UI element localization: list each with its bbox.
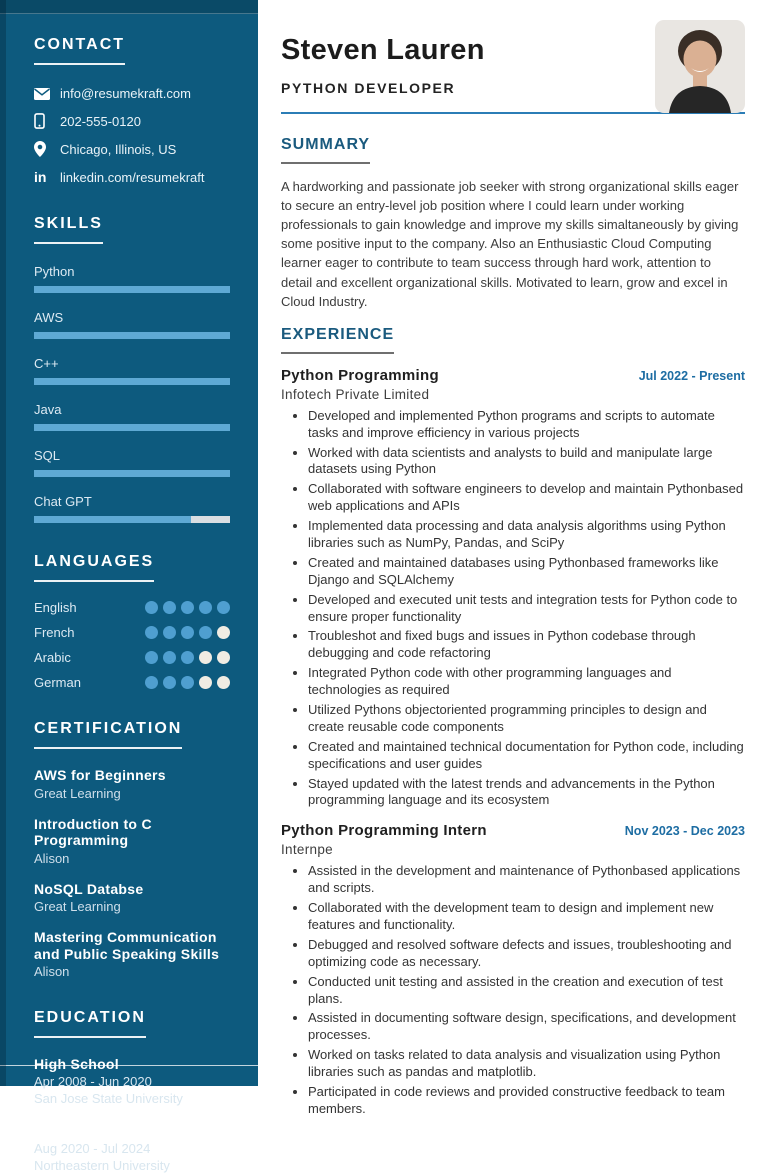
language-name: English <box>34 600 77 615</box>
level-dot <box>217 651 230 664</box>
contact-text: linkedin.com/resumekraft <box>60 169 205 185</box>
skill-name: Python <box>34 264 75 279</box>
skill-bar-fill <box>34 332 230 339</box>
job-bullet: • Utilized Pythons objectoriented programming principles to design and create reusable code components <box>308 702 745 736</box>
languages-heading: LANGUAGES <box>34 553 154 582</box>
job-bullet: • Worked on tasks related to data analysis and visualization using Python libraries such as pandas and matplotlib. <box>308 1047 745 1081</box>
languages-section <box>34 553 230 690</box>
language-row <box>34 650 230 665</box>
envelope-icon <box>34 88 51 100</box>
job-company: Internpe <box>281 842 333 858</box>
level-dot <box>181 651 194 664</box>
experience-heading: EXPERIENCE <box>281 326 394 354</box>
language-name: Arabic <box>34 650 71 665</box>
job-entry <box>281 367 745 810</box>
level-dot <box>181 676 194 689</box>
level-dot <box>163 651 176 664</box>
language-level-dots <box>145 651 230 664</box>
skill-name: C++ <box>34 356 59 371</box>
education-degree: High School <box>34 1056 119 1073</box>
certification-name: Introduction to C Programming <box>34 815 152 849</box>
job-bullet: • Troubleshot and fixed bugs and issues in Python codebase through debugging and code refactoring <box>308 628 745 662</box>
job-bullet: • Implemented data processing and data analysis algorithms using Python libraries such as NumPy, Pandas, and SciPy <box>308 518 745 552</box>
certification-org: Great Learning <box>34 899 121 915</box>
skill-bar <box>34 286 230 293</box>
job-bullet: • Integrated Python code with other programming languages and technologies as required <box>308 665 745 699</box>
certification-heading: CERTIFICATION <box>34 720 182 749</box>
job-bullet: • Developed and executed unit tests and integration tests for Python code to ensure proper functionality <box>308 592 745 626</box>
job-title: Python Programming <box>281 366 439 384</box>
language-level-dots <box>145 676 230 689</box>
level-dot <box>145 601 158 614</box>
job-title: Python Programming Intern <box>281 822 487 840</box>
certification-list <box>34 767 230 979</box>
language-row <box>34 675 230 690</box>
contact-text: Chicago, Illinois, US <box>60 141 177 157</box>
certification-org: Alison <box>34 964 70 980</box>
skill-name: Chat GPT <box>34 494 92 509</box>
job-bullet: • Created and maintained technical documentation for Python code, including specifications and user guides <box>308 739 745 773</box>
level-dot <box>163 601 176 614</box>
skill-name: AWS <box>34 310 64 325</box>
education-dates: Apr 2008 - Jun 2020 <box>34 1074 152 1090</box>
level-dot <box>145 651 158 664</box>
skill-bar-fill <box>34 470 230 477</box>
linkedin-icon: in <box>34 169 47 185</box>
summary-section <box>281 136 745 311</box>
person-role: PYTHON DEVELOPER <box>281 80 456 96</box>
languages-list <box>34 600 230 690</box>
certification-org: Alison <box>34 850 70 866</box>
skill-bar <box>34 424 230 431</box>
certification-org: Great Learning <box>34 785 121 801</box>
level-dot <box>199 676 212 689</box>
level-dot <box>217 676 230 689</box>
job-dates: Nov 2023 - Dec 2023 <box>624 824 745 839</box>
skill-name: Java <box>34 402 62 417</box>
certification-item <box>34 767 230 801</box>
skill-item <box>34 356 230 385</box>
job-bullet: • Assisted in documenting software design, specifications, and development processes. <box>308 1010 745 1044</box>
portrait-photo <box>655 20 745 113</box>
job-bullet: • Created and maintained databases using Pythonbased frameworks like Django and SQLAlchemy <box>308 555 745 589</box>
education-list <box>34 1056 230 1173</box>
contact-heading: CONTACT <box>34 36 125 65</box>
sidebar <box>0 0 258 1173</box>
contact-text: info@resumekraft.com <box>60 86 191 101</box>
education-item <box>34 1056 230 1106</box>
level-dot <box>145 676 158 689</box>
job-bullet: • Assisted in the development and maintenance of Pythonbased applications and scripts. <box>308 863 745 897</box>
certification-name: AWS for Beginners <box>34 767 166 783</box>
job-bullet: • Debugged and resolved software defects and issues, troubleshooting and optimizing code as necessary. <box>308 937 745 971</box>
level-dot <box>181 601 194 614</box>
contact-section <box>34 36 230 185</box>
job-bullet: • Stayed updated with the latest trends and advancements in the Python programming language and its ecosystem <box>308 776 745 810</box>
skill-bar-fill <box>34 424 230 431</box>
contact-item <box>34 86 230 101</box>
resume-header <box>281 34 745 114</box>
skill-item <box>34 310 230 339</box>
contact-item <box>34 113 230 129</box>
job-entry <box>281 822 745 1117</box>
education-section <box>34 1009 230 1173</box>
language-name: German <box>34 675 81 690</box>
skill-item <box>34 448 230 477</box>
education-degree: Bachelor of Technology <box>34 1123 200 1140</box>
job-bullet-list <box>281 408 745 810</box>
certification-item <box>34 929 230 979</box>
contact-item <box>34 141 230 157</box>
language-level-dots <box>145 601 230 614</box>
skill-bar-fill <box>34 378 230 385</box>
skill-bar-fill <box>34 286 230 293</box>
skill-bar <box>34 516 230 523</box>
education-dates: Aug 2020 - Jul 2024 <box>34 1141 151 1157</box>
job-bullet: • Worked with data scientists and analysts to build and manipulate large datasets using Python <box>308 445 745 479</box>
job-bullet: • Collaborated with the development team to design and implement new features and functionality. <box>308 900 745 934</box>
certification-section <box>34 720 230 979</box>
level-dot <box>217 626 230 639</box>
contact-list <box>34 86 230 185</box>
skill-item <box>34 264 230 293</box>
main-column <box>258 0 768 1116</box>
skill-name: SQL <box>34 448 61 463</box>
summary-heading: SUMMARY <box>281 136 370 164</box>
job-header <box>281 822 745 839</box>
level-dot <box>199 601 212 614</box>
skills-heading: SKILLS <box>34 215 103 244</box>
skills-section <box>34 215 230 523</box>
job-bullet: • Conducted unit testing and assisted in the creation and execution of test plans. <box>308 974 745 1008</box>
phone-icon <box>34 113 51 129</box>
skill-bar <box>34 378 230 385</box>
education-heading: EDUCATION <box>34 1009 146 1038</box>
job-bullet-list <box>281 863 745 1117</box>
certification-name: Mastering Communication and Public Speaking Skills <box>34 929 220 962</box>
certification-name: NoSQL Databse <box>34 880 144 897</box>
certification-item <box>34 881 230 915</box>
education-school: San Jose State University <box>34 1091 183 1107</box>
job-header <box>281 367 745 384</box>
job-bullet: • Developed and implemented Python programs and scripts to automate tasks and improve efficiency in various projects <box>308 408 745 442</box>
level-dot <box>199 651 212 664</box>
skill-bar <box>34 470 230 477</box>
level-dot <box>163 676 176 689</box>
jobs-list <box>281 367 745 1118</box>
skill-item <box>34 494 230 523</box>
level-dot <box>181 626 194 639</box>
language-row <box>34 600 230 615</box>
contact-text: 202-555-0120 <box>60 113 141 129</box>
education-item <box>34 1123 230 1173</box>
language-name: French <box>34 625 75 640</box>
education-school: Northeastern University <box>34 1158 170 1173</box>
summary-text: A hardworking and passionate job seeker with strong organizational skills eager to secure an entry-level job position where I could learn under working professionals to gain knowledge and improve my skills simaltaneously by giving some positive input to the company. Also an Enthusiastic Cloud Computing learner eager to contribute to team success through hard work, attention to detail and excellent organizational skills. Motivated to learn, grow and excel in Cloud Industry. <box>281 179 739 309</box>
level-dot <box>217 601 230 614</box>
skill-bar <box>34 332 230 339</box>
job-company: Infotech Private Limited <box>281 386 430 402</box>
skill-bar-fill <box>34 516 191 523</box>
location-pin-icon <box>34 141 51 157</box>
language-row <box>34 625 230 640</box>
skills-list <box>34 264 230 523</box>
person-name: Steven Lauren <box>281 34 485 66</box>
skill-item <box>34 402 230 431</box>
language-level-dots <box>145 626 230 639</box>
experience-section <box>281 326 745 1118</box>
job-bullet: • Collaborated with software engineers to develop and maintain Pythonbased web applications and APIs <box>308 481 745 515</box>
level-dot <box>199 626 212 639</box>
level-dot <box>145 626 158 639</box>
job-dates: Jul 2022 - Present <box>638 368 745 383</box>
level-dot <box>163 626 176 639</box>
certification-item <box>34 816 230 866</box>
contact-item <box>34 169 230 185</box>
job-bullet: • Participated in code reviews and provided constructive feedback to team members. <box>308 1084 745 1118</box>
